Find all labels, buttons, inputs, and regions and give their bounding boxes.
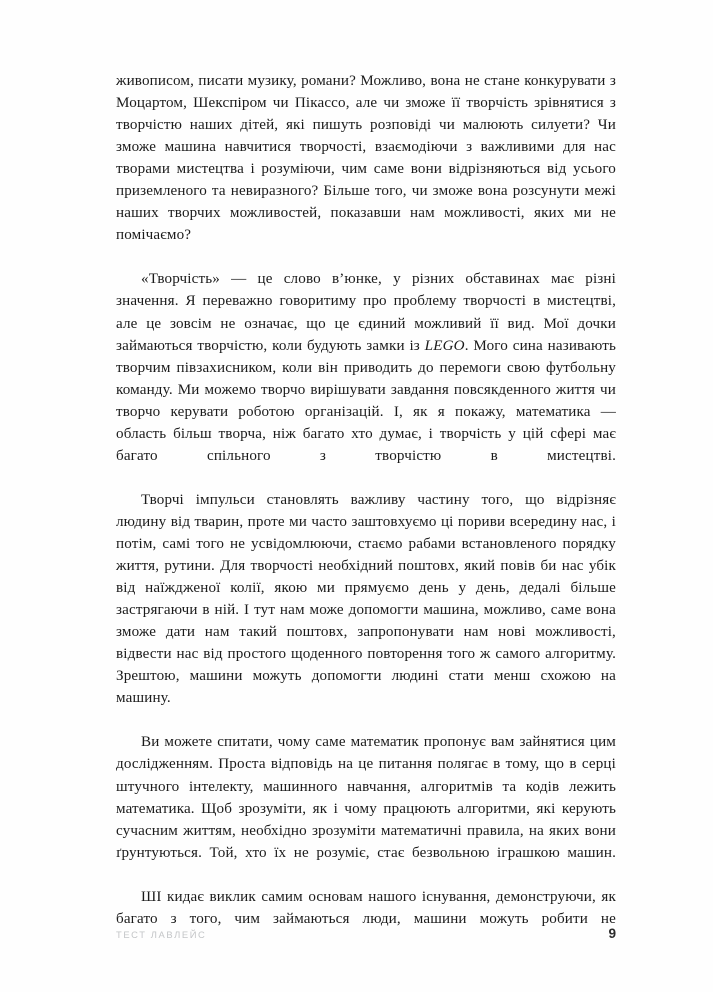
- brand-name-lego: LEGO: [424, 337, 465, 354]
- paragraph-3: Творчі імпульси становлять важливу частину того, що відрізняє людину від тварин, проте ми часто заштовхуємо ці пориви всередину нас, і потім, самі того не усвідомлюючи, стаємо рабами встановленого порядку життя, рутини. Для творчості необхідний поштовх, який повів би нас убік від наїждженої колії, якою ми прямуємо день у день, дедалі більше застрягаючи в ній. І тут нам може допомогти машина, можливо, саме вона зможе дати нам такий поштовх, запропонувати нам нові можливості, відвести нас від простого щоденного повторення того ж самого алгоритму. Зрештою, машини можуть допомогти людині стати менш схожою на машину.: [116, 491, 616, 707]
- page-number: 9: [608, 926, 616, 941]
- running-head: ТЕСТ ЛАВЛЕЙС: [116, 929, 207, 940]
- body-text-block: [116, 70, 616, 952]
- paragraph-4: Ви можете спитати, чому саме математик пропонує вам зайнятися цим дослідженням. Проста відповідь на це питання полягає в тому, що в серці штучного інтелекту, машинного навчання, алгоритмів та кодів лежить математика. Щоб зрозуміти, як і чому працюють алгоритми, які керують сучасним життям, необхідно зрозуміти математичні правила, на яких вони ґрунтуються. Той, хто їх не розуміє, стає безвольною іграшкою машин.: [116, 734, 616, 861]
- paragraph-2-text-after-italic: . Мого сина називають творчим півзахисником, коли він приводить до перемоги свою футбольну команду. Ми можемо творчо вирішувати завдання повсякденного життя чи творчо керувати роботою організацій. І, як я покажу, математика — область більш творча, ніж багато хто думає, і творчість у цій сфері має багато спільного з творчістю в мистецтві.: [116, 337, 616, 464]
- paragraph-1: живописом, писати музику, романи? Можливо, вона не стане конкурувати з Моцартом, Шекспіром чи Пікассо, але чи зможе її творчість зрівнятися з творчістю наших дітей, які пишуть розповіді чи малюють силуети? Чи зможе машина навчитися творчості, взаємодіючи з важливими для нас творами мистецтва і розуміючи, чим саме вони відрізняються від усього приземленого та невиразного? Більше того, чи зможе вона розсунути межі наших творчих можливостей, показавши нам можливості, яких ми не помічаємо?: [116, 73, 616, 244]
- page-footer: [116, 926, 616, 941]
- paragraph-2: [116, 268, 616, 488]
- paragraph-2-text-before-italic: «Творчість» — це слово в’юнке, у різних обставинах має різні значення. Я переважно говоритиму про проблему творчості в мистецтві, але це зовсім не означає, що це єдиний можливий її вид. Мої дочки займаються творчістю, коли будують замки із: [116, 271, 616, 354]
- paragraph-5: ШІ кидає виклик самим основам нашого існування, демонструючи, як багато з того, чим займаються люди, машини можуть робити не: [116, 888, 616, 927]
